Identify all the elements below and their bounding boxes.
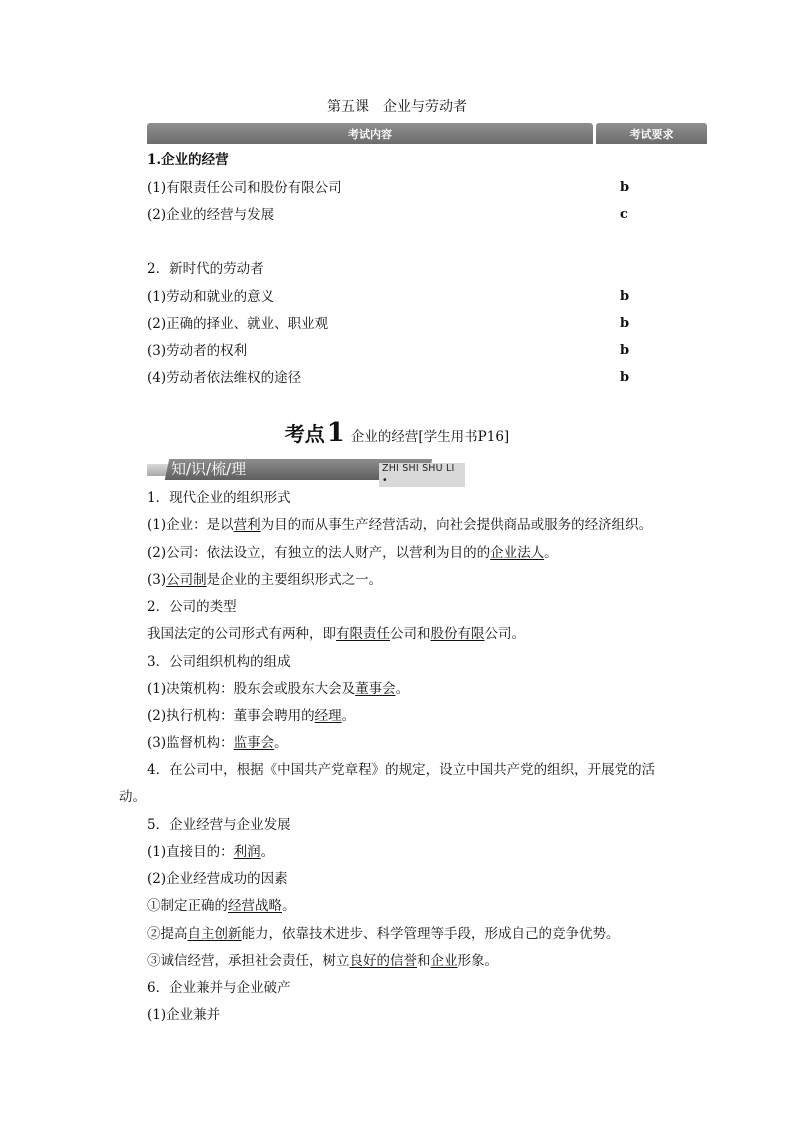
table-row <box>147 314 630 334</box>
table-row <box>147 205 628 225</box>
exam-requirements-table <box>147 123 707 144</box>
table-row <box>147 150 229 170</box>
row-grade: b <box>620 289 630 304</box>
band-pinyin: ZHI SHI SHU LI • <box>379 463 465 487</box>
row-grade: c <box>620 207 628 222</box>
lesson-title: 第五课 企业与劳动者 <box>327 99 467 115</box>
underlined-term: 企业 <box>430 953 458 969</box>
kaodian-heading <box>0 418 794 448</box>
band-label: 知/识/梳/理 <box>171 460 247 478</box>
content-line: 我国法定的公司形式有两种，即有限责任公司和股份有限公司。 <box>147 626 525 642</box>
row-text: (4)劳动者依法维权的途径 <box>147 370 302 386</box>
underlined-term: 股份有限 <box>430 626 485 642</box>
header-exam-content: 考试内容 <box>147 123 593 144</box>
row-grade: b <box>620 343 630 358</box>
section-band <box>147 459 465 486</box>
underlined-term: 良好的信誉 <box>349 953 417 969</box>
content-line: ②提高自主创新能力，依靠技术进步、科学管理等手段，形成自己的竞争优势。 <box>147 926 620 942</box>
content-line: (1)决策机构：股东会或股东大会及董事会。 <box>147 681 410 697</box>
row-grade: b <box>620 316 630 331</box>
kaodian-number: 1 <box>326 418 345 448</box>
underlined-term: 监事会 <box>233 735 275 751</box>
underlined-term: 有限责任 <box>336 626 390 642</box>
content-line: (3)监督机构：监事会。 <box>147 735 288 751</box>
kaodian-title: 企业的经营[学生用书P16] <box>350 429 510 445</box>
underlined-term: 利润 <box>233 844 261 860</box>
underlined-term: 经营战略 <box>228 898 282 914</box>
content-line: ①制定正确的经营战略。 <box>147 898 296 914</box>
underlined-term: 经理 <box>314 708 342 724</box>
row-text: (1)劳动和就业的意义 <box>147 289 275 305</box>
kaodian-label: 考点 <box>284 422 325 446</box>
table-row <box>147 341 630 361</box>
table-header <box>147 123 707 144</box>
content-line: 1．现代企业的组织形式 <box>147 490 291 506</box>
table-row <box>147 368 630 388</box>
content-line: 2．公司的类型 <box>147 599 237 615</box>
content-line: (1)企业：是以营利为目的而从事生产经营活动，向社会提供商品或服务的经济组织。 <box>147 517 653 533</box>
header-exam-requirement: 考试要求 <box>596 123 707 144</box>
table-row <box>147 259 264 279</box>
content-line: (2)企业经营成功的因素 <box>147 871 288 887</box>
content-line: 4．在公司中，根据《中国共产党章程》的规定，设立中国共产党的组织，开展党的活 <box>147 762 656 778</box>
row-text: 1.企业的经营 <box>147 152 229 168</box>
row-text: (2)正确的择业、就业、职业观 <box>147 316 329 332</box>
content-line: (1)直接目的：利润。 <box>147 844 275 860</box>
underlined-term: 企业法人 <box>490 545 545 561</box>
table-row <box>147 178 630 198</box>
row-text: (1)有限责任公司和股份有限公司 <box>147 180 342 196</box>
row-grade: b <box>620 370 630 385</box>
table-row <box>147 287 630 307</box>
content-line: 6．企业兼并与企业破产 <box>147 980 291 996</box>
content-line: ③诚信经营，承担社会责任，树立良好的信誉和企业形象。 <box>147 953 498 969</box>
underlined-term: 公司制 <box>166 572 207 588</box>
content-line: 3．公司组织机构的组成 <box>147 654 291 670</box>
underlined-term: 营利 <box>233 517 261 533</box>
underlined-term: 自主创新 <box>187 926 242 942</box>
row-grade: b <box>620 180 630 195</box>
content-line: (2)公司：依法设立，有独立的法人财产，以营利为目的的企业法人。 <box>147 545 558 561</box>
content-line: (3)公司制是企业的主要组织形式之一。 <box>147 572 383 588</box>
content-line: (2)执行机构：董事会聘用的经理。 <box>147 708 356 724</box>
underlined-term: 董事会 <box>355 681 396 697</box>
content-line: 5．企业经营与企业发展 <box>147 817 291 833</box>
row-text: 2．新时代的劳动者 <box>147 261 264 277</box>
row-text: (3)劳动者的权利 <box>147 343 248 359</box>
content-line: 动。 <box>119 789 146 805</box>
row-text: (2)企业的经营与发展 <box>147 207 275 223</box>
content-line: (1)企业兼并 <box>147 1007 221 1023</box>
